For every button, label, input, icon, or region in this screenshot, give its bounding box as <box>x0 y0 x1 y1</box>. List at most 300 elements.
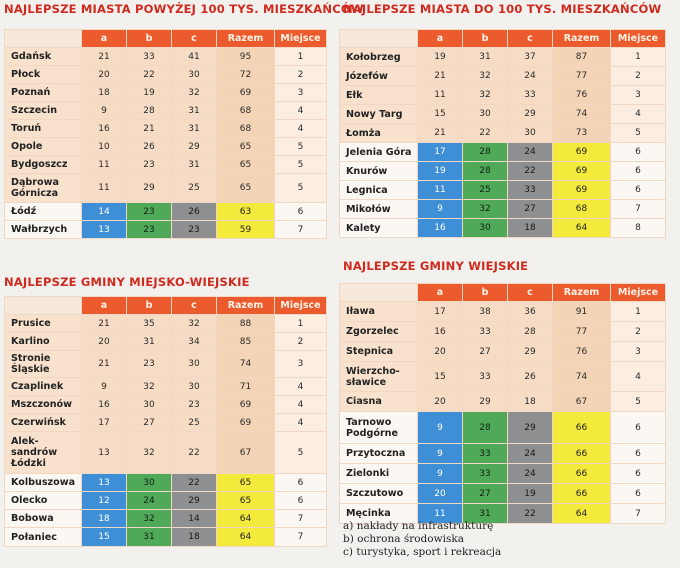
cell-b: 27 <box>463 342 508 362</box>
cell-c: 24 <box>508 143 553 162</box>
table-row <box>340 302 666 322</box>
header-b: b <box>463 30 508 48</box>
cell-total: 59 <box>217 221 275 239</box>
cell-c: 32 <box>172 315 217 333</box>
cell-name: Toruń <box>5 120 82 138</box>
header-a: a <box>82 30 127 48</box>
cell-place: 6 <box>611 444 666 464</box>
header-name <box>340 284 418 302</box>
cell-b: 32 <box>127 510 172 528</box>
cell-b: 32 <box>127 378 172 396</box>
header-total: Razem <box>553 284 611 302</box>
cell-b: 22 <box>463 124 508 143</box>
cell-place: 8 <box>611 219 666 238</box>
cell-total: 65 <box>217 156 275 174</box>
cell-name: Połaniec <box>5 528 82 547</box>
cell-a: 16 <box>418 219 463 238</box>
cell-a: 13 <box>82 474 127 492</box>
cell-name: Wałbrzych <box>5 221 82 239</box>
cell-name: Zielonki <box>340 464 418 484</box>
cell-c: 29 <box>172 138 217 156</box>
cell-c: 28 <box>508 322 553 342</box>
cell-c: 31 <box>172 120 217 138</box>
cell-total: 74 <box>553 362 611 392</box>
cell-b: 28 <box>463 143 508 162</box>
cell-total: 74 <box>217 351 275 378</box>
cell-a: 20 <box>82 66 127 84</box>
cell-c: 18 <box>508 392 553 412</box>
cell-name: Gdańsk <box>5 48 82 66</box>
cell-c: 19 <box>508 484 553 504</box>
table-row <box>340 124 666 143</box>
cell-place: 5 <box>275 432 327 474</box>
table-urban-rural <box>4 296 327 547</box>
cell-b: 28 <box>463 162 508 181</box>
table-header <box>340 30 666 48</box>
table-row <box>340 67 666 86</box>
cell-c: 33 <box>508 86 553 105</box>
cell-place: 6 <box>275 492 327 510</box>
table-row <box>5 156 327 174</box>
cell-c: 22 <box>172 432 217 474</box>
table-row <box>340 444 666 464</box>
cell-name: Mikołów <box>340 200 418 219</box>
legend-item-a: a) nakłady na infrastrukturę <box>343 520 494 532</box>
cell-name: Stepnica <box>340 342 418 362</box>
cell-total: 66 <box>553 464 611 484</box>
cell-a: 15 <box>82 528 127 547</box>
cell-c: 30 <box>172 351 217 378</box>
cell-a: 19 <box>418 162 463 181</box>
cell-c: 37 <box>508 48 553 67</box>
cell-a: 11 <box>82 156 127 174</box>
cell-name: Mszczonów <box>5 396 82 414</box>
cell-total: 63 <box>217 203 275 221</box>
cell-a: 17 <box>82 414 127 432</box>
cell-b: 35 <box>127 315 172 333</box>
cell-b: 33 <box>127 48 172 66</box>
cell-c: 24 <box>508 444 553 464</box>
section-title-rural: NAJLEPSZE GMINY WIEJSKIE <box>343 259 529 273</box>
section-title-big-cities: NAJLEPSZE MIASTA POWYŻEJ 100 TYS. MIESZKAŃCÓW <box>4 2 364 16</box>
cell-c: 24 <box>508 464 553 484</box>
section-title-urban-rural: NAJLEPSZE GMINY MIEJSKO-WIEJSKIE <box>4 275 250 289</box>
header-b: b <box>127 30 172 48</box>
cell-b: 25 <box>463 181 508 200</box>
cell-name: Czerwińsk <box>5 414 82 432</box>
cell-total: 65 <box>217 474 275 492</box>
cell-place: 4 <box>275 414 327 432</box>
table-row <box>5 174 327 203</box>
header-total: Razem <box>217 297 275 315</box>
cell-c: 31 <box>172 156 217 174</box>
legend <box>343 520 501 559</box>
cell-total: 64 <box>217 528 275 547</box>
table-row <box>340 86 666 105</box>
cell-b: 32 <box>463 86 508 105</box>
cell-name: Stronie Śląskie <box>5 351 82 378</box>
table-row <box>340 200 666 219</box>
cell-total: 87 <box>553 48 611 67</box>
section-title-small-cities: NAJLEPSZE MIASTA DO 100 TYS. MIESZKAŃCÓW <box>343 2 662 16</box>
table-row <box>5 48 327 66</box>
cell-b: 28 <box>127 102 172 120</box>
cell-b: 27 <box>127 414 172 432</box>
cell-total: 65 <box>217 138 275 156</box>
table-row <box>5 528 327 547</box>
cell-total: 68 <box>217 102 275 120</box>
cell-place: 2 <box>611 322 666 342</box>
table-row <box>5 333 327 351</box>
table-header <box>340 284 666 302</box>
cell-place: 4 <box>275 396 327 414</box>
cell-a: 11 <box>418 181 463 200</box>
cell-a: 13 <box>82 432 127 474</box>
cell-a: 18 <box>82 84 127 102</box>
cell-place: 3 <box>275 84 327 102</box>
cell-a: 9 <box>418 464 463 484</box>
cell-b: 30 <box>463 219 508 238</box>
table-row <box>340 143 666 162</box>
cell-place: 6 <box>611 412 666 444</box>
cell-b: 23 <box>127 156 172 174</box>
cell-a: 11 <box>418 86 463 105</box>
cell-place: 1 <box>611 302 666 322</box>
header-c: c <box>172 297 217 315</box>
legend-item-b: b) ochrona środowiska <box>343 533 464 545</box>
cell-place: 6 <box>275 203 327 221</box>
table-row <box>5 432 327 474</box>
cell-place: 5 <box>275 174 327 203</box>
cell-total: 66 <box>553 412 611 444</box>
cell-place: 3 <box>275 351 327 378</box>
cell-total: 91 <box>553 302 611 322</box>
cell-total: 95 <box>217 48 275 66</box>
cell-b: 32 <box>127 432 172 474</box>
cell-b: 31 <box>463 504 508 524</box>
cell-place: 6 <box>611 162 666 181</box>
cell-a: 9 <box>418 200 463 219</box>
table-row <box>340 342 666 362</box>
cell-place: 5 <box>611 124 666 143</box>
header-total: Razem <box>553 30 611 48</box>
cell-place: 7 <box>275 221 327 239</box>
header-a: a <box>82 297 127 315</box>
cell-b: 32 <box>463 67 508 86</box>
cell-place: 6 <box>275 474 327 492</box>
cell-c: 23 <box>172 221 217 239</box>
cell-name: Prusice <box>5 315 82 333</box>
table-row <box>340 181 666 200</box>
cell-name: Płock <box>5 66 82 84</box>
header-c: c <box>508 30 553 48</box>
table-row <box>5 492 327 510</box>
cell-a: 9 <box>82 102 127 120</box>
cell-b: 33 <box>463 322 508 342</box>
table-row <box>5 474 327 492</box>
cell-b: 31 <box>127 333 172 351</box>
cell-a: 19 <box>418 48 463 67</box>
table-big-cities <box>4 29 327 239</box>
cell-a: 16 <box>82 396 127 414</box>
cell-c: 22 <box>508 162 553 181</box>
table-row <box>340 162 666 181</box>
cell-total: 73 <box>553 124 611 143</box>
cell-place: 7 <box>611 200 666 219</box>
cell-b: 26 <box>127 138 172 156</box>
cell-a: 9 <box>82 378 127 396</box>
table-row <box>340 219 666 238</box>
table-row <box>340 392 666 412</box>
cell-total: 69 <box>553 181 611 200</box>
cell-total: 68 <box>553 200 611 219</box>
cell-name: Męcinka <box>340 504 418 524</box>
cell-b: 30 <box>127 474 172 492</box>
cell-name: Wierzcho-sławice <box>340 362 418 392</box>
cell-total: 64 <box>553 219 611 238</box>
table-row <box>5 221 327 239</box>
cell-name: Legnica <box>340 181 418 200</box>
cell-c: 29 <box>508 342 553 362</box>
cell-a: 17 <box>418 302 463 322</box>
cell-c: 26 <box>508 362 553 392</box>
cell-total: 71 <box>217 378 275 396</box>
cell-total: 67 <box>217 432 275 474</box>
legend-item-c: c) turystyka, sport i rekreacja <box>343 546 502 558</box>
table-row <box>340 322 666 342</box>
cell-a: 9 <box>418 412 463 444</box>
cell-b: 27 <box>463 484 508 504</box>
table-row <box>5 120 327 138</box>
cell-total: 69 <box>553 143 611 162</box>
cell-total: 65 <box>217 492 275 510</box>
cell-b: 22 <box>127 66 172 84</box>
cell-place: 3 <box>611 342 666 362</box>
cell-b: 31 <box>463 48 508 67</box>
cell-b: 31 <box>127 528 172 547</box>
cell-name: Olecko <box>5 492 82 510</box>
cell-a: 20 <box>418 392 463 412</box>
cell-a: 18 <box>82 510 127 528</box>
cell-a: 16 <box>82 120 127 138</box>
cell-name: Ciasna <box>340 392 418 412</box>
cell-name: Knurów <box>340 162 418 181</box>
cell-name: Józefów <box>340 67 418 86</box>
table-row <box>340 48 666 67</box>
cell-place: 1 <box>275 315 327 333</box>
cell-b: 29 <box>463 392 508 412</box>
cell-place: 6 <box>611 143 666 162</box>
cell-place: 6 <box>611 464 666 484</box>
table-row <box>5 396 327 414</box>
cell-total: 72 <box>217 66 275 84</box>
header-name <box>5 297 82 315</box>
cell-place: 6 <box>611 181 666 200</box>
cell-c: 30 <box>172 66 217 84</box>
cell-a: 20 <box>82 333 127 351</box>
cell-place: 1 <box>611 48 666 67</box>
table-small-cities <box>339 29 666 238</box>
cell-total: 69 <box>217 84 275 102</box>
cell-place: 6 <box>611 484 666 504</box>
cell-c: 29 <box>508 105 553 124</box>
cell-c: 41 <box>172 48 217 66</box>
cell-c: 24 <box>508 67 553 86</box>
table-row <box>5 66 327 84</box>
cell-a: 16 <box>418 322 463 342</box>
cell-total: 65 <box>217 174 275 203</box>
cell-c: 18 <box>508 219 553 238</box>
header-a: a <box>418 284 463 302</box>
header-a: a <box>418 30 463 48</box>
cell-total: 67 <box>553 392 611 412</box>
cell-a: 12 <box>82 492 127 510</box>
cell-name: Szczutowo <box>340 484 418 504</box>
cell-a: 13 <box>82 221 127 239</box>
cell-total: 64 <box>553 504 611 524</box>
cell-total: 77 <box>553 322 611 342</box>
table-row <box>5 414 327 432</box>
cell-name: Karlino <box>5 333 82 351</box>
table-row <box>5 315 327 333</box>
cell-total: 68 <box>217 120 275 138</box>
cell-b: 29 <box>127 174 172 203</box>
cell-total: 76 <box>553 86 611 105</box>
cell-place: 3 <box>611 86 666 105</box>
table-row <box>340 464 666 484</box>
cell-c: 26 <box>172 203 217 221</box>
cell-b: 32 <box>463 200 508 219</box>
cell-a: 21 <box>82 48 127 66</box>
table-row <box>340 362 666 392</box>
cell-b: 33 <box>463 464 508 484</box>
cell-a: 11 <box>82 174 127 203</box>
table-rural <box>339 283 666 524</box>
cell-name: Nowy Targ <box>340 105 418 124</box>
cell-c: 33 <box>508 181 553 200</box>
header-b: b <box>463 284 508 302</box>
table-header <box>5 30 327 48</box>
cell-c: 25 <box>172 414 217 432</box>
cell-place: 4 <box>275 378 327 396</box>
cell-a: 21 <box>82 315 127 333</box>
cell-a: 21 <box>418 67 463 86</box>
cell-c: 27 <box>508 200 553 219</box>
cell-name: Jelenia Góra <box>340 143 418 162</box>
cell-c: 25 <box>172 174 217 203</box>
cell-a: 20 <box>418 484 463 504</box>
cell-place: 4 <box>275 102 327 120</box>
table-row <box>5 351 327 378</box>
header-c: c <box>508 284 553 302</box>
cell-name: Przytoczna <box>340 444 418 464</box>
cell-place: 4 <box>611 105 666 124</box>
cell-b: 23 <box>127 203 172 221</box>
cell-b: 24 <box>127 492 172 510</box>
cell-c: 23 <box>172 396 217 414</box>
cell-place: 7 <box>275 528 327 547</box>
cell-b: 33 <box>463 444 508 464</box>
cell-b: 23 <box>127 221 172 239</box>
table-row <box>5 203 327 221</box>
cell-place: 2 <box>275 66 327 84</box>
cell-total: 69 <box>553 162 611 181</box>
cell-name: Szczecin <box>5 102 82 120</box>
cell-b: 21 <box>127 120 172 138</box>
cell-b: 28 <box>463 412 508 444</box>
cell-total: 77 <box>553 67 611 86</box>
table-header <box>5 297 327 315</box>
cell-b: 38 <box>463 302 508 322</box>
cell-b: 33 <box>463 362 508 392</box>
cell-place: 4 <box>611 362 666 392</box>
cell-a: 11 <box>418 504 463 524</box>
cell-name: Alek-sandrów Łódzki <box>5 432 82 474</box>
cell-a: 10 <box>82 138 127 156</box>
cell-c: 31 <box>172 102 217 120</box>
cell-name: Łomża <box>340 124 418 143</box>
cell-total: 69 <box>217 414 275 432</box>
cell-name: Poznań <box>5 84 82 102</box>
header-place: Miejsce <box>275 297 327 315</box>
cell-name: Czaplinek <box>5 378 82 396</box>
cell-total: 66 <box>553 444 611 464</box>
header-place: Miejsce <box>611 284 666 302</box>
cell-place: 1 <box>275 48 327 66</box>
cell-place: 5 <box>611 392 666 412</box>
cell-a: 9 <box>418 444 463 464</box>
cell-c: 22 <box>172 474 217 492</box>
cell-c: 32 <box>172 84 217 102</box>
cell-place: 7 <box>611 504 666 524</box>
table-row <box>340 105 666 124</box>
cell-name: Ełk <box>340 86 418 105</box>
cell-total: 64 <box>217 510 275 528</box>
cell-b: 23 <box>127 351 172 378</box>
cell-c: 29 <box>508 412 553 444</box>
cell-name: Kołobrzeg <box>340 48 418 67</box>
cell-place: 7 <box>275 510 327 528</box>
cell-place: 5 <box>275 156 327 174</box>
header-total: Razem <box>217 30 275 48</box>
cell-name: Kalety <box>340 219 418 238</box>
cell-a: 21 <box>82 351 127 378</box>
header-place: Miejsce <box>611 30 666 48</box>
cell-a: 15 <box>418 362 463 392</box>
cell-name: Tarnowo Podgórne <box>340 412 418 444</box>
cell-total: 76 <box>553 342 611 362</box>
cell-name: Iława <box>340 302 418 322</box>
cell-name: Bobowa <box>5 510 82 528</box>
cell-c: 34 <box>172 333 217 351</box>
cell-a: 15 <box>418 105 463 124</box>
cell-name: Opole <box>5 138 82 156</box>
cell-name: Bydgoszcz <box>5 156 82 174</box>
cell-place: 2 <box>275 333 327 351</box>
cell-total: 69 <box>217 396 275 414</box>
table-row <box>340 484 666 504</box>
header-place: Miejsce <box>275 30 327 48</box>
table-row <box>5 378 327 396</box>
cell-c: 14 <box>172 510 217 528</box>
header-name <box>340 30 418 48</box>
cell-place: 2 <box>611 67 666 86</box>
cell-total: 66 <box>553 484 611 504</box>
cell-total: 74 <box>553 105 611 124</box>
table-row <box>5 84 327 102</box>
cell-place: 4 <box>275 120 327 138</box>
table-row <box>340 412 666 444</box>
